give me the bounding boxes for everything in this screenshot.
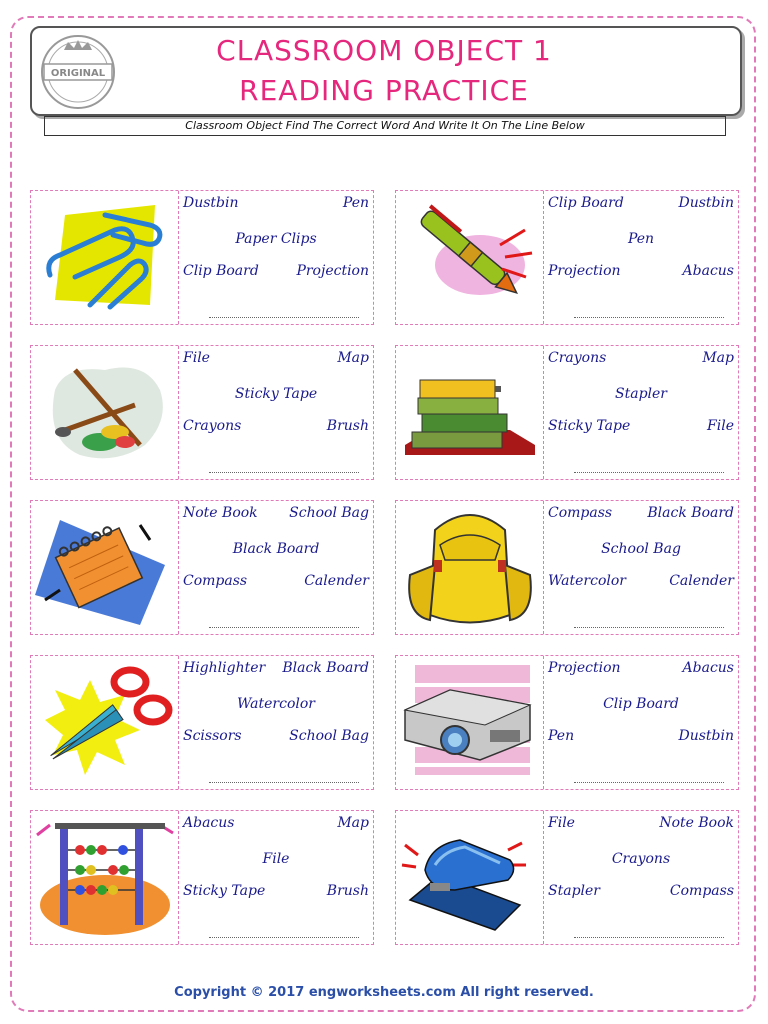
word-option: Dustbin bbox=[183, 195, 239, 211]
word-option: Crayons bbox=[183, 418, 242, 434]
school-bag-picture bbox=[396, 501, 544, 634]
word-option: Sticky Tape bbox=[183, 883, 266, 899]
exercise-card-10 bbox=[395, 810, 739, 945]
word-option: Clip Board bbox=[603, 696, 679, 712]
word-option: Abacus bbox=[682, 660, 734, 676]
word-option: Pen bbox=[548, 728, 575, 744]
answer-line[interactable] bbox=[574, 782, 724, 783]
word-option: Crayons bbox=[611, 851, 671, 867]
notebook-picture bbox=[31, 501, 179, 634]
word-option: File bbox=[707, 418, 734, 434]
exercise-card-6 bbox=[395, 500, 739, 635]
word-option: File bbox=[548, 815, 575, 831]
word-option: Map bbox=[337, 350, 369, 366]
word-option: School Bag bbox=[289, 728, 369, 744]
word-option: Black Board bbox=[647, 505, 734, 521]
word-option: Pen bbox=[627, 231, 655, 247]
copyright-footer: Copyright © 2017 engworksheets.com All right reserved. bbox=[174, 985, 594, 1000]
word-option: Paper Clips bbox=[235, 231, 317, 247]
svg-text:ORIGINAL: ORIGINAL bbox=[50, 68, 106, 79]
word-option: Crayons bbox=[548, 350, 607, 366]
pen-picture bbox=[396, 191, 544, 324]
word-option: Compass bbox=[669, 883, 734, 899]
word-option: Projection bbox=[296, 263, 369, 279]
answer-line[interactable] bbox=[209, 627, 359, 628]
exercise-card-8 bbox=[395, 655, 739, 790]
title-line-1: CLASSROOM OBJECT 1 bbox=[216, 34, 552, 67]
word-option: Note Book bbox=[659, 815, 734, 831]
word-option: Calender bbox=[304, 573, 369, 589]
word-option: Sticky Tape bbox=[234, 386, 318, 402]
exercise-card-4 bbox=[395, 345, 739, 480]
word-option: Calender bbox=[669, 573, 734, 589]
answer-line[interactable] bbox=[209, 317, 359, 318]
answer-line[interactable] bbox=[574, 472, 724, 473]
word-option: Brush bbox=[326, 883, 369, 899]
word-option: Projection bbox=[548, 660, 621, 676]
word-option: Abacus bbox=[682, 263, 734, 279]
word-option: Black Board bbox=[232, 541, 320, 557]
word-option: Sticky Tape bbox=[548, 418, 631, 434]
answer-line[interactable] bbox=[574, 937, 724, 938]
word-option: Dustbin bbox=[678, 195, 734, 211]
word-option: Brush bbox=[326, 418, 369, 434]
answer-line[interactable] bbox=[574, 627, 724, 628]
title-line-2: READING PRACTICE bbox=[239, 74, 529, 107]
answer-line[interactable] bbox=[209, 782, 359, 783]
exercise-card-3 bbox=[30, 345, 374, 480]
answer-line[interactable] bbox=[574, 317, 724, 318]
exercise-card-2 bbox=[395, 190, 739, 325]
brush-picture bbox=[31, 346, 179, 479]
word-option: Stapler bbox=[615, 386, 667, 402]
word-option: File bbox=[262, 851, 290, 867]
instructions: Classroom Object Find The Correct Word And Write It On The Line Below bbox=[44, 116, 726, 136]
word-option: Dustbin bbox=[678, 728, 734, 744]
word-option: Map bbox=[337, 815, 369, 831]
word-option: Watercolor bbox=[548, 573, 626, 589]
exercise-card-1 bbox=[30, 190, 374, 325]
answer-line[interactable] bbox=[209, 937, 359, 938]
word-option: Pen bbox=[342, 195, 369, 211]
word-option: Note Book bbox=[183, 505, 258, 521]
word-option: School Bag bbox=[601, 541, 681, 557]
word-option: Clip Board bbox=[548, 195, 624, 211]
word-option: Clip Board bbox=[183, 263, 259, 279]
answer-line[interactable] bbox=[209, 472, 359, 473]
scissors-picture bbox=[31, 656, 179, 789]
word-option: File bbox=[183, 350, 210, 366]
word-option: Scissors bbox=[183, 728, 242, 744]
word-option: Map bbox=[702, 350, 734, 366]
exercise-card-7 bbox=[30, 655, 374, 790]
word-option: Highlighter bbox=[183, 660, 266, 676]
abacus-picture bbox=[31, 811, 179, 944]
word-option: Projection bbox=[548, 263, 621, 279]
word-option: Black Board bbox=[282, 660, 369, 676]
paper-clips-picture bbox=[31, 191, 179, 324]
word-option: Compass bbox=[548, 505, 613, 521]
stapler-picture bbox=[396, 811, 544, 944]
exercise-card-9 bbox=[30, 810, 374, 945]
exercise-card-5 bbox=[30, 500, 374, 635]
files-picture bbox=[396, 346, 544, 479]
word-option: Watercolor bbox=[237, 696, 315, 712]
projector-picture bbox=[396, 656, 544, 789]
word-option: Abacus bbox=[183, 815, 235, 831]
word-option: Compass bbox=[183, 573, 248, 589]
word-option: School Bag bbox=[289, 505, 369, 521]
word-option: Stapler bbox=[548, 883, 600, 899]
